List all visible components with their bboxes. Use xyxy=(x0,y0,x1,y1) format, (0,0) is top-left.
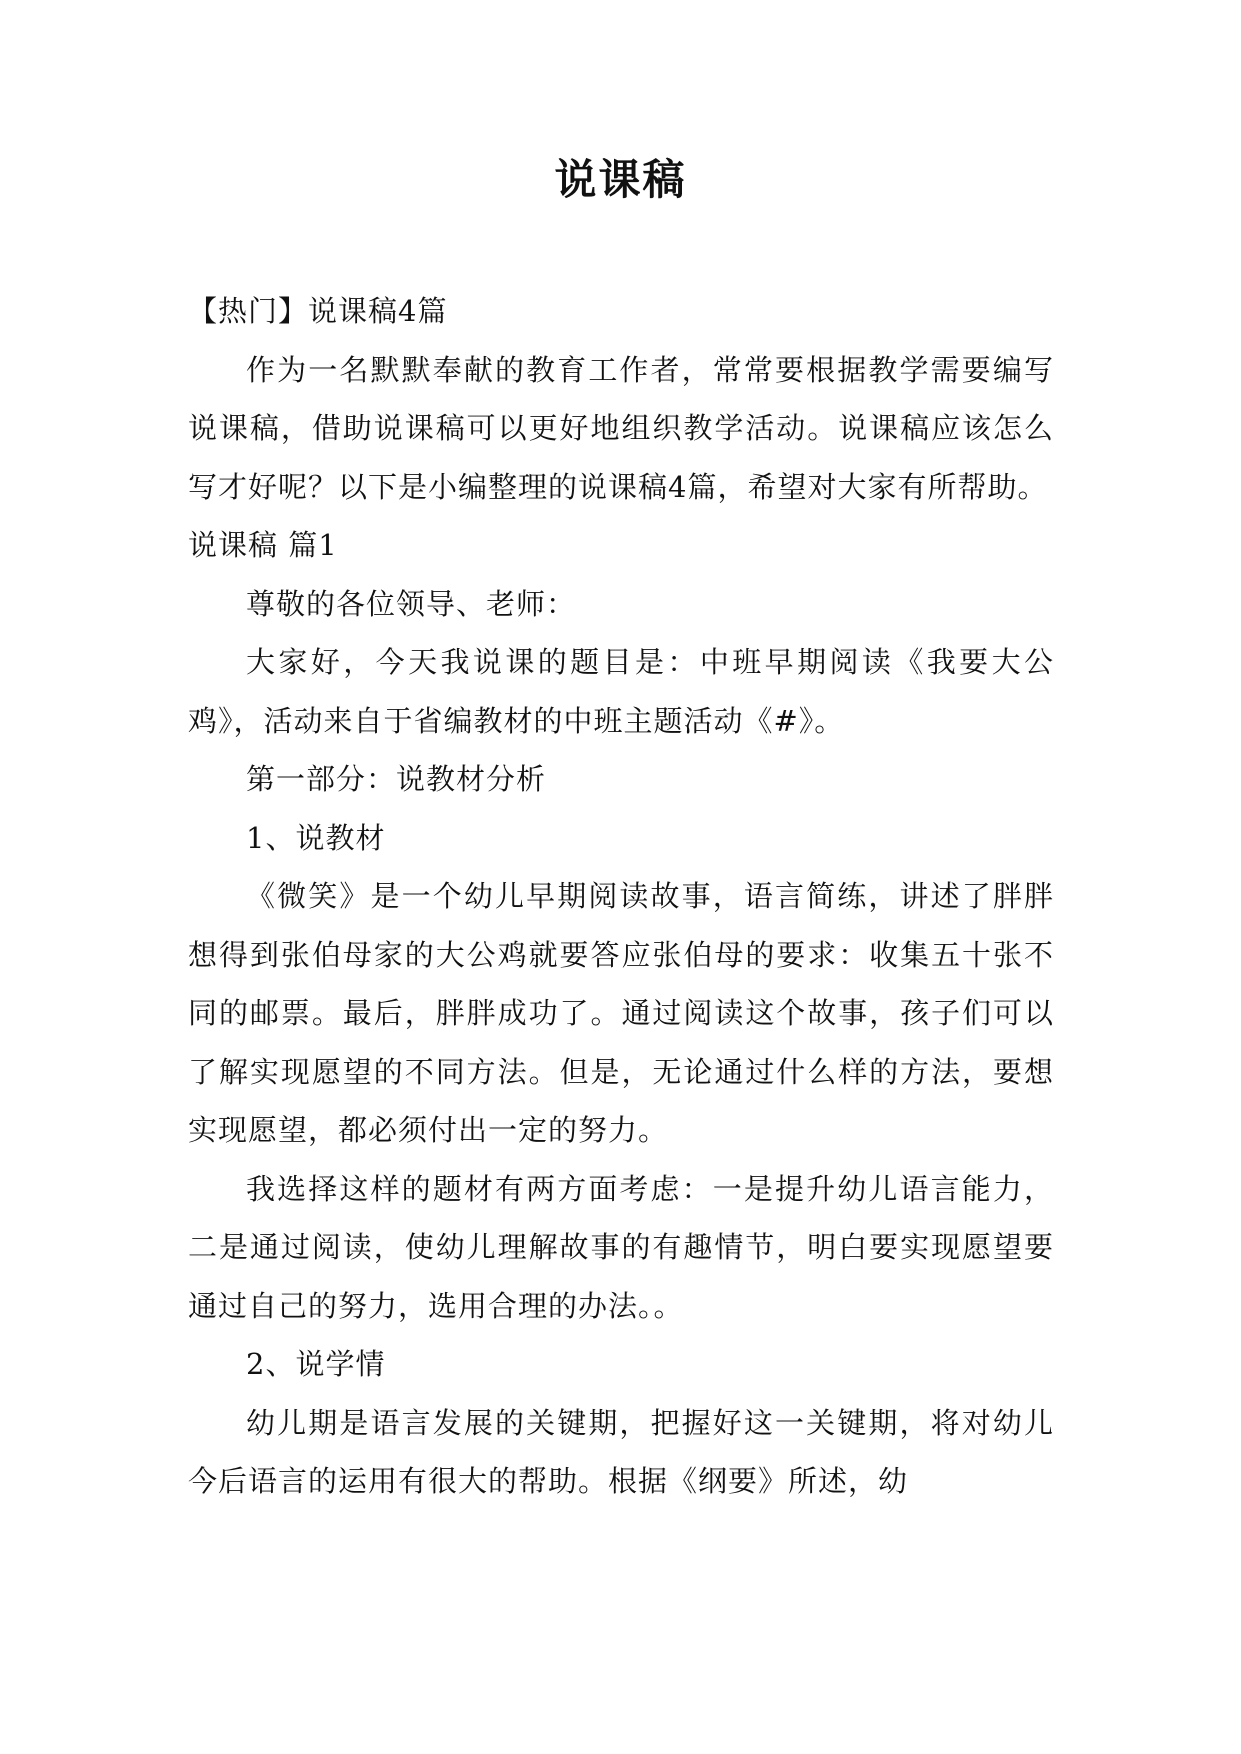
paragraph: 【热门】说课稿4篇 xyxy=(188,294,448,328)
paragraph: 我选择这样的题材有两方面考虑：一是提升幼儿语言能力，二是通过阅读，使幼儿理解故事的有趣情节，明白要实现愿望要通过自己的努力，选用合理的办法。。 xyxy=(188,1171,1054,1323)
paragraph: 作为一名默默奉献的教育工作者，常常要根据教学需要编写说课稿，借助说课稿可以更好地组织教学活动。说课稿应该怎么写才好呢？以下是小编整理的说课稿4篇，希望对大家有所帮助。 xyxy=(188,352,1054,504)
paragraph: 尊敬的各位领导、老师： xyxy=(246,586,577,621)
paragraph: 1、说教材 xyxy=(246,820,386,855)
section-heading: 说课稿 篇1 xyxy=(188,528,338,562)
paragraph: 《微笑》是一个幼儿早期阅读故事，语言简练，讲述了胖胖想得到张伯母家的大公鸡就要答应张伯母的要求：收集五十张不同的邮票。最后，胖胖成功了。通过阅读这个故事，孩子们可以了解实现愿望的不同方法。但是，无论通过什么样的方法，要想实现愿望，都必须付出一定的努力。 xyxy=(188,879,1054,1147)
paragraph: 幼儿期是语言发展的关键期，把握好这一关键期，将对幼儿今后语言的运用有很大的帮助。根据《纲要》所述，幼 xyxy=(188,1405,1054,1498)
paragraph: 大家好，今天我说课的题目是：中班早期阅读《我要大公鸡》，活动来自于省编教材的中班主题活动《#》。 xyxy=(188,645,1054,738)
page-title: 说课稿 xyxy=(554,155,687,204)
paragraph: 2、说学情 xyxy=(246,1347,386,1381)
document-body xyxy=(188,282,1054,1511)
paragraph: 第一部分：说教材分析 xyxy=(246,762,547,796)
